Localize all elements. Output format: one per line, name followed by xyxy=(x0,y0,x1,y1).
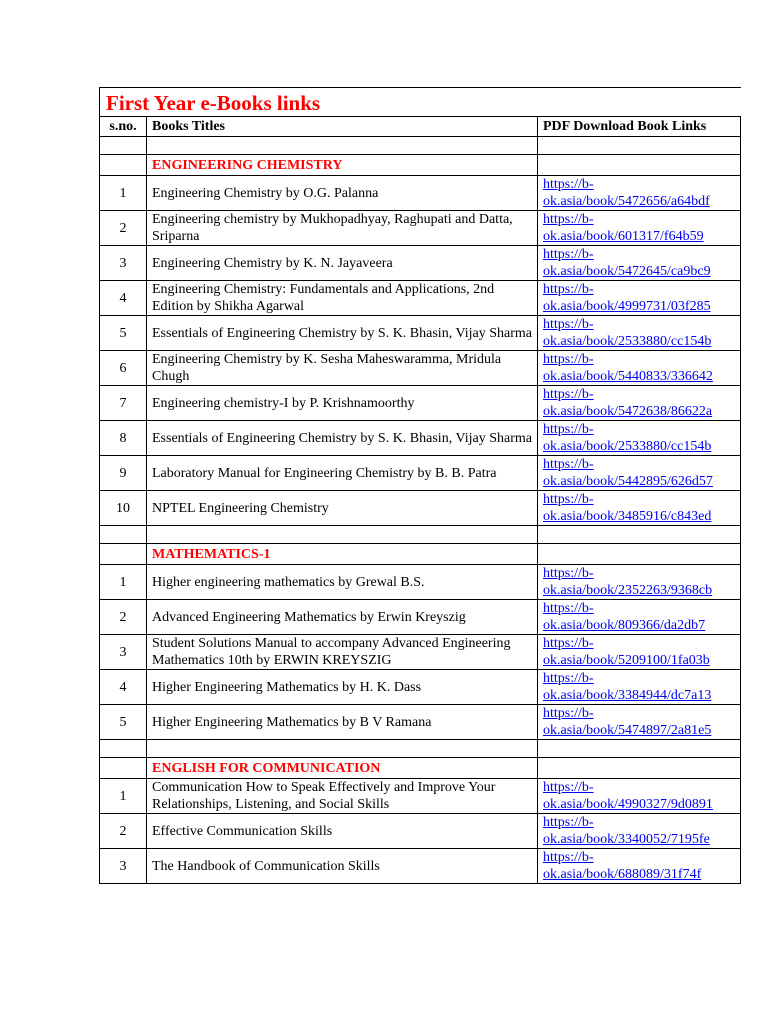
book-link-cell xyxy=(538,705,741,740)
book-number: 2 xyxy=(100,600,147,635)
book-row xyxy=(100,281,741,316)
empty-cell xyxy=(538,740,741,758)
link-line-1: https://b- xyxy=(543,422,594,437)
book-link-cell xyxy=(538,600,741,635)
book-title: Engineering chemistry by Mukhopadhyay, Raghupati and Datta, Sriparna xyxy=(147,211,538,246)
book-number: 1 xyxy=(100,176,147,211)
link-line-2: ok.asia/book/5442895/626d57 xyxy=(543,474,713,489)
book-download-link[interactable] xyxy=(543,351,735,385)
link-line-2: ok.asia/book/2533880/cc154b xyxy=(543,334,712,349)
spacer-row xyxy=(100,137,741,155)
book-title: NPTEL Engineering Chemistry xyxy=(147,491,538,526)
book-number: 2 xyxy=(100,211,147,246)
book-link-cell xyxy=(538,316,741,351)
book-download-link[interactable] xyxy=(543,600,735,634)
link-line-2: ok.asia/book/688089/31f74f xyxy=(543,867,702,882)
book-number: 8 xyxy=(100,421,147,456)
book-download-link[interactable] xyxy=(543,211,735,245)
link-line-1: https://b- xyxy=(543,566,594,581)
link-line-2: ok.asia/book/4999731/03f285 xyxy=(543,299,711,314)
empty-cell xyxy=(147,526,538,544)
book-row xyxy=(100,176,741,211)
book-download-link[interactable] xyxy=(543,814,735,848)
book-row xyxy=(100,456,741,491)
book-row xyxy=(100,316,741,351)
book-link-cell xyxy=(538,211,741,246)
link-line-2: ok.asia/book/5472638/86622a xyxy=(543,404,713,419)
book-row xyxy=(100,246,741,281)
link-line-1: https://b- xyxy=(543,282,594,297)
book-row xyxy=(100,491,741,526)
empty-cell xyxy=(538,137,741,155)
book-number: 5 xyxy=(100,316,147,351)
book-row xyxy=(100,814,741,849)
empty-cell xyxy=(100,758,147,779)
book-link-cell xyxy=(538,779,741,814)
empty-cell xyxy=(100,137,147,155)
section-header-row xyxy=(100,155,741,176)
book-row xyxy=(100,849,741,884)
empty-cell xyxy=(538,758,741,779)
book-number: 3 xyxy=(100,849,147,884)
spacer-row xyxy=(100,740,741,758)
book-title: Communication How to Speak Effectively and Improve Your Relationships, Listening, and Social Skills xyxy=(147,779,538,814)
book-number: 1 xyxy=(100,779,147,814)
link-line-1: https://b- xyxy=(543,212,594,227)
book-number: 9 xyxy=(100,456,147,491)
book-download-link[interactable] xyxy=(543,281,735,315)
link-line-2: ok.asia/book/2352263/9368cb xyxy=(543,583,713,598)
book-download-link[interactable] xyxy=(543,176,735,210)
book-title: Essentials of Engineering Chemistry by S. K. Bhasin, Vijay Sharma xyxy=(147,316,538,351)
link-line-1: https://b- xyxy=(543,706,594,721)
book-download-link[interactable] xyxy=(543,246,735,280)
book-link-cell xyxy=(538,814,741,849)
book-link-cell xyxy=(538,456,741,491)
empty-cell xyxy=(147,137,538,155)
spacer-row xyxy=(100,526,741,544)
book-row xyxy=(100,705,741,740)
book-title: Essentials of Engineering Chemistry by S. K. Bhasin, Vijay Sharma xyxy=(147,421,538,456)
book-title: Engineering chemistry-I by P. Krishnamoorthy xyxy=(147,386,538,421)
book-title: Engineering Chemistry by K. N. Jayaveera xyxy=(147,246,538,281)
link-line-1: https://b- xyxy=(543,671,594,686)
book-number: 2 xyxy=(100,814,147,849)
book-download-link[interactable] xyxy=(543,849,735,883)
empty-cell xyxy=(100,155,147,176)
book-download-link[interactable] xyxy=(543,456,735,490)
link-line-2: ok.asia/book/2533880/cc154b xyxy=(543,439,712,454)
book-link-cell xyxy=(538,565,741,600)
book-number: 6 xyxy=(100,351,147,386)
book-link-cell xyxy=(538,281,741,316)
book-link-cell xyxy=(538,246,741,281)
book-download-link[interactable] xyxy=(543,670,735,704)
book-title: Engineering Chemistry by K. Sesha Maheswaramma, Mridula Chugh xyxy=(147,351,538,386)
link-line-1: https://b- xyxy=(543,815,594,830)
book-title: Advanced Engineering Mathematics by Erwin Kreyszig xyxy=(147,600,538,635)
link-line-2: ok.asia/book/601317/f64b59 xyxy=(543,229,704,244)
book-row xyxy=(100,635,741,670)
link-line-1: https://b- xyxy=(543,352,594,367)
link-line-1: https://b- xyxy=(543,492,594,507)
section-title: ENGLISH FOR COMMUNICATION xyxy=(147,758,538,779)
book-number: 7 xyxy=(100,386,147,421)
book-title: Engineering Chemistry by O.G. Palanna xyxy=(147,176,538,211)
empty-cell xyxy=(147,740,538,758)
book-download-link[interactable] xyxy=(543,705,735,739)
book-download-link[interactable] xyxy=(543,779,735,813)
link-line-2: ok.asia/book/3340052/7195fe xyxy=(543,832,710,847)
book-link-cell xyxy=(538,635,741,670)
book-download-link[interactable] xyxy=(543,386,735,420)
book-title: Laboratory Manual for Engineering Chemistry by B. B. Patra xyxy=(147,456,538,491)
link-line-2: ok.asia/book/5472656/a64bdf xyxy=(543,194,710,209)
book-row xyxy=(100,386,741,421)
link-line-2: ok.asia/book/3485916/c843ed xyxy=(543,509,712,524)
link-line-1: https://b- xyxy=(543,780,594,795)
section-header-row xyxy=(100,758,741,779)
header-row xyxy=(100,117,741,137)
section-header-row xyxy=(100,544,741,565)
book-download-link[interactable] xyxy=(543,565,735,599)
book-title: Higher Engineering Mathematics by H. K. Dass xyxy=(147,670,538,705)
link-line-2: ok.asia/book/5472645/ca9bc9 xyxy=(543,264,711,279)
book-title: Higher engineering mathematics by Grewal B.S. xyxy=(147,565,538,600)
link-line-1: https://b- xyxy=(543,317,594,332)
link-line-2: ok.asia/book/5209100/1fa03b xyxy=(543,653,710,668)
empty-cell xyxy=(538,526,741,544)
book-title: Higher Engineering Mathematics by B V Ramana xyxy=(147,705,538,740)
book-title: Engineering Chemistry: Fundamentals and Applications, 2nd Edition by Shikha Agarwal xyxy=(147,281,538,316)
book-title: Effective Communication Skills xyxy=(147,814,538,849)
book-number: 4 xyxy=(100,281,147,316)
book-download-link[interactable] xyxy=(543,491,735,525)
empty-cell xyxy=(100,740,147,758)
book-link-cell xyxy=(538,491,741,526)
link-line-1: https://b- xyxy=(543,601,594,616)
link-line-1: https://b- xyxy=(543,636,594,651)
empty-cell xyxy=(100,526,147,544)
link-line-2: ok.asia/book/4990327/9d0891 xyxy=(543,797,713,812)
book-number: 3 xyxy=(100,246,147,281)
link-line-2: ok.asia/book/809366/da2db7 xyxy=(543,618,706,633)
book-number: 4 xyxy=(100,670,147,705)
book-download-link[interactable] xyxy=(543,635,735,669)
book-title: Student Solutions Manual to accompany Advanced Engineering Mathematics 10th by ERWIN KREYSZIG xyxy=(147,635,538,670)
book-row xyxy=(100,421,741,456)
book-download-link[interactable] xyxy=(543,421,735,455)
empty-cell xyxy=(538,544,741,565)
link-line-1: https://b- xyxy=(543,177,594,192)
book-row xyxy=(100,351,741,386)
book-link-cell xyxy=(538,670,741,705)
book-link-cell xyxy=(538,421,741,456)
link-line-1: https://b- xyxy=(543,387,594,402)
book-number: 5 xyxy=(100,705,147,740)
book-download-link[interactable] xyxy=(543,316,735,350)
book-number: 10 xyxy=(100,491,147,526)
book-row xyxy=(100,211,741,246)
link-line-2: ok.asia/book/3384944/dc7a13 xyxy=(543,688,712,703)
header-titles: Books Titles xyxy=(147,117,538,137)
empty-cell xyxy=(100,544,147,565)
book-number: 1 xyxy=(100,565,147,600)
book-link-cell xyxy=(538,386,741,421)
header-links: PDF Download Book Links xyxy=(538,117,741,137)
link-line-2: ok.asia/book/5440833/336642 xyxy=(543,369,713,384)
header-sno: s.no. xyxy=(100,117,147,137)
book-link-cell xyxy=(538,849,741,884)
link-line-1: https://b- xyxy=(543,247,594,262)
book-row xyxy=(100,779,741,814)
link-line-1: https://b- xyxy=(543,457,594,472)
book-row xyxy=(100,565,741,600)
book-link-cell xyxy=(538,351,741,386)
book-link-cell xyxy=(538,176,741,211)
book-number: 3 xyxy=(100,635,147,670)
book-row xyxy=(100,670,741,705)
link-line-1: https://b- xyxy=(543,850,594,865)
book-title: The Handbook of Communication Skills xyxy=(147,849,538,884)
book-row xyxy=(100,600,741,635)
section-title: MATHEMATICS-1 xyxy=(147,544,538,565)
link-line-2: ok.asia/book/5474897/2a81e5 xyxy=(543,723,712,738)
title-row xyxy=(100,88,741,117)
ebooks-table xyxy=(99,87,741,884)
page-title: First Year e-Books links xyxy=(100,88,741,117)
section-title: ENGINEERING CHEMISTRY xyxy=(147,155,538,176)
empty-cell xyxy=(538,155,741,176)
